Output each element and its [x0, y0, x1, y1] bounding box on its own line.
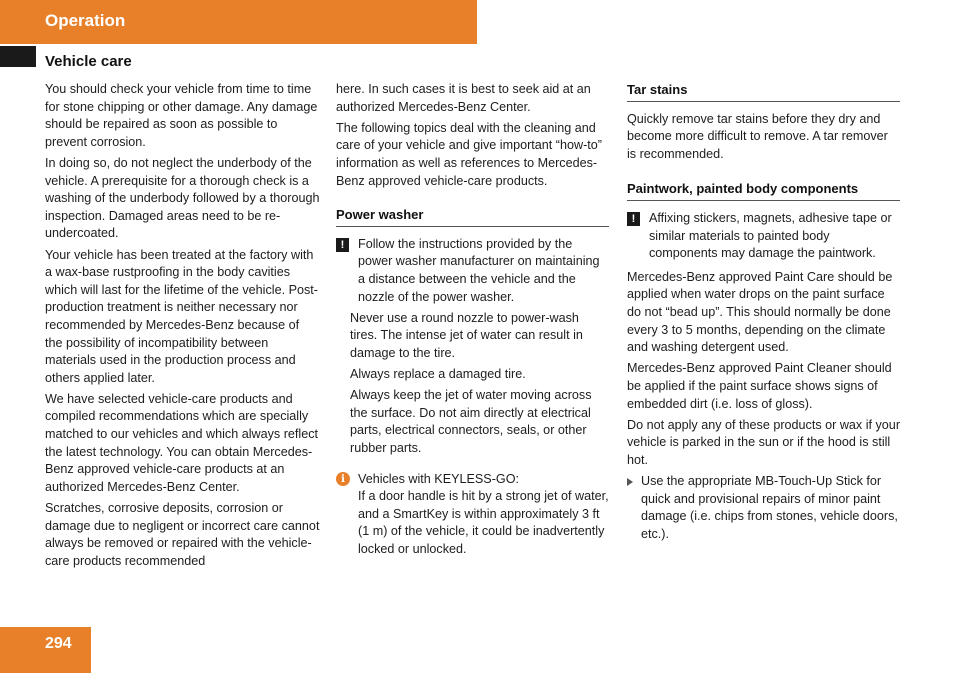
paragraph: Do not apply any of these products or wax if your vehicle is parked in the sun or if the hood is still hot.: [627, 417, 901, 467]
paragraph: The following topics deal with the cleaning and care of your vehicle and give important “how-to” information as well as references to Mercedes-Benz approved vehicle-care products.: [336, 120, 602, 188]
warning-text: Affixing stickers, magnets, adhesive tape or similar materials to painted body components may damage the paintwork.: [649, 210, 892, 261]
section-marker: [0, 46, 36, 67]
header-bar: [0, 0, 477, 44]
section-title: Vehicle care: [45, 53, 132, 70]
column-3: [627, 81, 900, 547]
paragraph: Quickly remove tar stains before they dry and become more difficult to remove. A tar remover is recommended.: [627, 111, 888, 161]
paragraph: Mercedes-Benz approved Paint Cleaner should be applied if the paint surface shows signs of embedded dirt (i.e. loss of gloss).: [627, 361, 892, 411]
page-number: 294: [45, 635, 72, 652]
info-text-2: If a door handle is hit by a strong jet of water, and a SmartKey is within approximately 3 ft (1 m) of the vehicle, it could be inadvertently locked or unlocked.: [358, 489, 609, 557]
header-title: Operation: [45, 11, 126, 30]
warning-note: [627, 210, 900, 263]
column-1: [45, 81, 320, 574]
page-number-box: [0, 627, 91, 673]
info-note: [336, 471, 609, 559]
paragraph: Scratches, corrosive deposits, corrosion or damage due to negligent or incorrect care cannot always be removed or repaired with the vehicle-care products recommended: [45, 501, 320, 568]
triangle-bullet-icon: [627, 478, 633, 486]
paragraph: You should check your vehicle from time to time for stone chipping or other damage. Any damage should be repaired as soon as possible to prevent corrosion.: [45, 82, 318, 149]
warning-icon: !: [627, 212, 640, 226]
column-2: [336, 81, 609, 559]
info-text-1: Vehicles with KEYLESS-GO:: [358, 471, 519, 486]
indented-paragraph: Always keep the jet of water moving across the surface. Do not aim directly at electrical parts, electrical connectors, seals, or other rubber parts.: [350, 388, 592, 456]
paragraph: Your vehicle has been treated at the factory with a wax-base rustproofing in the body cavities which will last for the lifetime of the vehicle. Post-production treatment is neither necessary nor recommended by Mercedes-Benz because of the possibility of incompatibility between materials used in the production process and others applied later.: [45, 247, 318, 385]
warning-text: Follow the instructions provided by the power washer manufacturer on maintaining a distance between the vehicle and the nozzle of the power washer.: [358, 236, 600, 304]
bullet-item: [627, 473, 900, 543]
indented-paragraph: Never use a round nozzle to power-wash tires. The intense jet of water can result in damage to the tire.: [350, 310, 583, 360]
paragraph: We have selected vehicle-care products and compiled recommendations which are specially matched to our vehicles and which always reflect the latest technology. You can obtain Mercedes-Benz approved vehicle-care products at an authorized Mercedes-Benz Center.: [45, 391, 318, 494]
bullet-text: Use the appropriate MB-Touch-Up Stick for quick and provisional repairs of minor paint damage (i.e. chips from stones, vehicle doors, etc.).: [641, 474, 898, 541]
power-washer-heading: Power washer: [336, 206, 609, 227]
paragraph: Mercedes-Benz approved Paint Care should be applied when water drops on the paint surface do not “bead up”. This should normally be done every 3 to 5 months, depending on the climate and washing detergent used.: [627, 269, 893, 355]
warning-icon: !: [336, 238, 349, 252]
paintwork-heading: Paintwork, painted body components: [627, 180, 900, 201]
warning-note: [336, 236, 609, 306]
tar-stains-heading: Tar stains: [627, 81, 900, 102]
paragraph: here. In such cases it is best to seek aid at an authorized Mercedes-Benz Center.: [336, 82, 591, 114]
info-icon: i: [336, 472, 350, 486]
paragraph: In doing so, do not neglect the underbody of the vehicle. A prerequisite for a thorough check is a washing of the underbody followed by a thorough inspection. Damaged areas need to be re-undercoated.: [45, 155, 320, 241]
indented-paragraph: Always replace a damaged tire.: [350, 367, 526, 382]
